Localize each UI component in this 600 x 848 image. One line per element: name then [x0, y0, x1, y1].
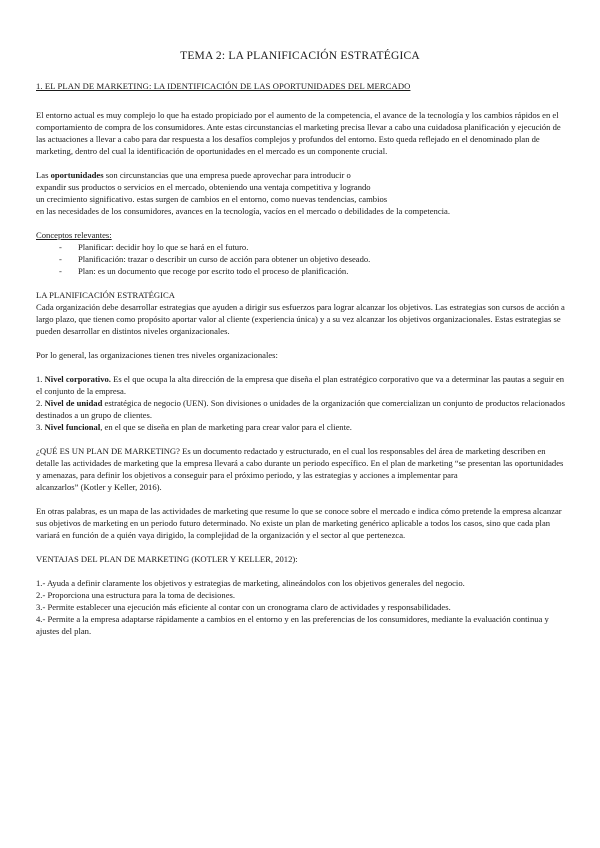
- opportunities-line1-rest: son circunstancias que una empresa puede aprovechar para introducir o: [103, 170, 351, 180]
- level-number: 2.: [36, 398, 45, 408]
- level-item: [36, 397, 566, 421]
- level-term: Nivel corporativo.: [44, 374, 111, 384]
- section-heading-plan-marketing: 1. EL PLAN DE MARKETING: LA IDENTIFICACIÓN DE LAS OPORTUNIDADES DEL MERCADO: [36, 81, 411, 91]
- opportunities-paragraph: [36, 169, 566, 217]
- list-item: 4.- Permite a la empresa adaptarse rápidamente a cambios en el entorno y en las preferencias de los consumidores, mediante la evaluación continua y ajustes del plan.: [36, 614, 549, 636]
- level-text: Es el que ocupa la alta dirección de la empresa que diseña el plan estratégico corporativo que va a determinar las pautas a seguir en el conjunto de la empresa.: [36, 374, 565, 396]
- concepts-heading: Conceptos relevantes:: [36, 230, 112, 240]
- level-number: 3.: [36, 422, 45, 432]
- level-item: [36, 373, 566, 397]
- document-body: [36, 109, 566, 637]
- opportunities-line-2: expandir sus productos o servicios en el mercado, obteniendo una ventaja competitiva y logrando: [36, 182, 371, 192]
- strategic-planning-heading: LA PLANIFICACIÓN ESTRATÉGICA: [36, 290, 175, 300]
- opportunities-term: oportunidades: [50, 170, 104, 180]
- opportunities-line-4: en las necesidades de los consumidores, avances en la tecnología, vacíos en el mercado o debilidades de la competencia.: [36, 206, 451, 216]
- other-words-paragraph: En otras palabras, es un mapa de las actividades de marketing que resume lo que se conoce sobre el mercado e indica cómo pretende la empresa alcanzar sus objetivos de marketing en un periodo futuro determinado. No existe un plan de marketing genérico aplicable a todos los casos, sino que cada plan variará en función de a quién vaya dirigido, la complejidad de la organización y el sector al que pertenezca.: [36, 506, 562, 540]
- list-item: 3.- Permite establecer una ejecución más eficiente al contar con un cronograma claro de actividades y responsabilidades.: [36, 602, 451, 612]
- intro-paragraph: El entorno actual es muy complejo lo que ha estado propiciado por el aumento de la competencia, el avance de la tecnología y los cambios rápidos en el comportamiento de compra de los consumidores. Ante estas circunstancias el marketing precisa llevar a cabo una cuidadosa planificación y ejecución de las actuaciones a llevar a cabo para dar respuesta a los desafíos complejos y profundos del entorno. Esto queda reflejado en el denominado plan de marketing, dentro del cual la identificación de oportunidades en el mercado es un componente crucial.: [36, 110, 561, 156]
- opportunities-lead: Las: [36, 170, 51, 180]
- strategic-planning-paragraph: Cada organización debe desarrollar estrategias que ayuden a dirigir sus esfuerzos para lograr alcanzar los objetivos. Las estrategias son cursos de acción a largo plazo, que tienen como propósito aportar valor al cliente (experiencia única) y a su vez alcanzar los objetivos organizacionales. Estas estrategias se pueden desarrollar en distintos niveles organizacionales.: [36, 302, 565, 336]
- levels-intro: Por lo general, las organizaciones tienen tres niveles organizacionales:: [36, 350, 278, 360]
- list-item: 1.- Ayuda a definir claramente los objetivos y estrategias de marketing, alineándolos con los objetivos generales del negocio.: [36, 578, 465, 588]
- level-term: Nivel de unidad: [44, 398, 103, 408]
- level-text: , en el que se diseña en plan de marketing para crear valor para el cliente.: [100, 422, 352, 432]
- what-is-citation: alcanzarlos” (Kotler y Keller, 2016).: [36, 482, 162, 492]
- advantages-heading: VENTAJAS DEL PLAN DE MARKETING (KOTLER Y KELLER, 2012):: [36, 554, 298, 564]
- level-text: estratégica de negocio (UEN). Son divisiones o unidades de la organización que comercializan un conjunto de productos relacionados destinados a un grupo de clientes.: [36, 398, 565, 420]
- opportunities-line-1: [36, 169, 566, 181]
- list-item: - Plan: es un documento que recoge por escrito todo el proceso de planificación.: [59, 265, 566, 277]
- list-item: 2.- Proporciona una estructura para la toma de decisiones.: [36, 590, 236, 600]
- level-number: 1.: [36, 374, 45, 384]
- list-item: - Planificación: trazar o describir un curso de acción para obtener un objetivo deseado.: [59, 253, 566, 265]
- list-item: - Planificar: decidir hoy lo que se hará en el futuro.: [59, 241, 566, 253]
- opportunities-line-3: un crecimiento significativo. estas surgen de cambios en el entorno, como nuevas tendencias, cambios: [36, 194, 388, 204]
- page-title: TEMA 2: LA PLANIFICACIÓN ESTRATÉGICA: [180, 50, 420, 62]
- level-item: [36, 421, 566, 433]
- what-is-paragraph: ¿QUÉ ES UN PLAN DE MARKETING? Es un documento redactado y estructurado, en el cual los responsables del área de marketing describen en detalle las actividades de marketing que la empresa llevará a cabo durante un periodo específico. En el plan de marketing “se presentan las oportunidades y amenazas, para definir los objetivos a conseguir para el próximo periodo, y las estrategias y acciones a implementar para: [36, 446, 564, 480]
- concepts-list: [36, 241, 566, 277]
- level-term: Nivel funcional: [44, 422, 101, 432]
